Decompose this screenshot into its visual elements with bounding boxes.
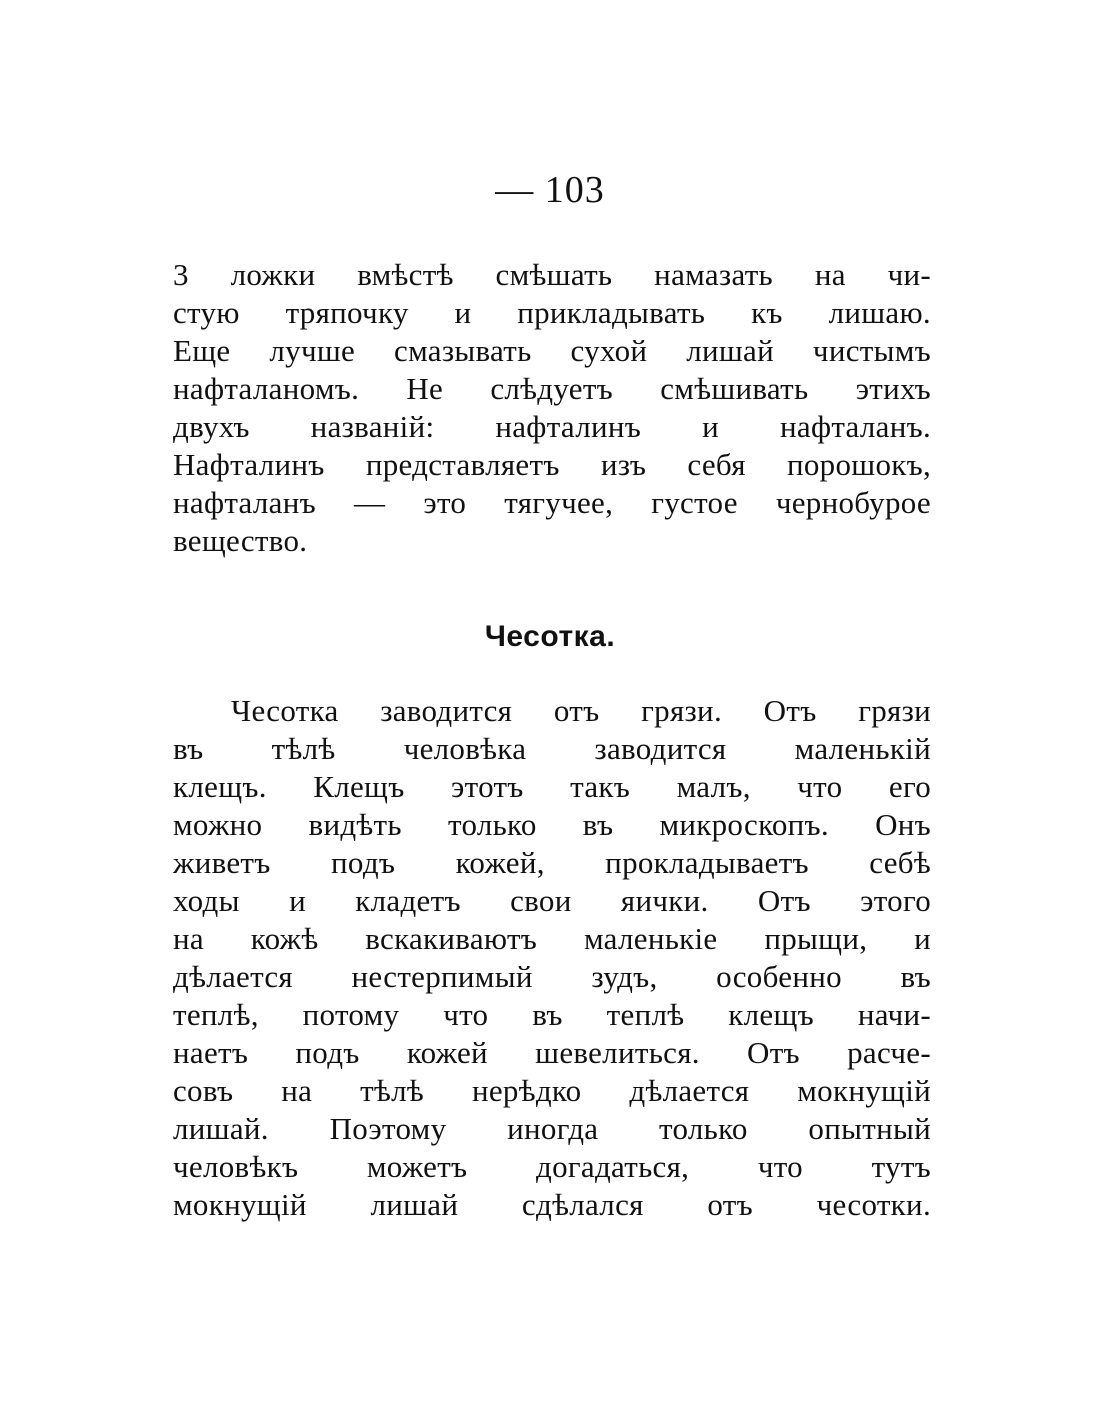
text-line: совъ на тѣлѣ нерѣдко дѣлается мокнущій <box>173 1073 931 1108</box>
paragraph-scabies <box>173 692 931 1224</box>
text-line: мокнущій лишай сдѣлался отъ чесотки. <box>173 1187 931 1222</box>
text-line: можно видѣть только въ микроскопъ. Онъ <box>173 807 931 842</box>
section-heading: Чесотка. <box>484 620 616 653</box>
text-line: клещъ. Клещъ этотъ такъ малъ, что его <box>173 769 931 804</box>
text-line: дѣлается нестерпимый зудъ, особенно въ <box>173 959 931 994</box>
text-line: Еще лучше смазывать сухой лишай чистымъ <box>173 333 931 368</box>
text-line: 3 ложки вмѣстѣ смѣшать намазать на чи- <box>173 257 931 292</box>
text-line: ходы и кладетъ свои яички. Отъ этого <box>173 883 931 918</box>
page-number: — 103 <box>495 169 605 211</box>
text-line: теплѣ, потому что въ теплѣ клещъ начи- <box>173 997 931 1032</box>
text-line: живетъ подъ кожей, прокладываетъ себѣ <box>173 845 931 880</box>
paragraph-continued <box>173 256 931 560</box>
text-line: Чесотка заводится отъ грязи. Отъ грязи <box>231 693 931 728</box>
text-line: стую тряпочку и прикладывать къ лишаю. <box>173 295 931 330</box>
text-line: вещество. <box>173 523 308 558</box>
text-line: лишай. Поэтому иногда только опытный <box>173 1111 931 1146</box>
text-line: въ тѣлѣ человѣка заводится маленькій <box>173 731 931 766</box>
text-line: наетъ подъ кожей шевелиться. Отъ расче- <box>173 1035 931 1070</box>
text-line: нафталаномъ. Не слѣдуетъ смѣшивать этихъ <box>173 371 931 406</box>
text-line: на кожѣ вскакиваютъ маленькіе прыщи, и <box>173 921 931 956</box>
text-line: двухъ названій: нафталинъ и нафталанъ. <box>173 409 931 444</box>
text-line: человѣкъ можетъ догадаться, что тутъ <box>173 1149 931 1184</box>
text-line: нафталанъ — это тягучее, густое чернобурое <box>173 485 931 520</box>
text-line: Нафталинъ представляетъ изъ себя порошокъ, <box>173 447 931 482</box>
